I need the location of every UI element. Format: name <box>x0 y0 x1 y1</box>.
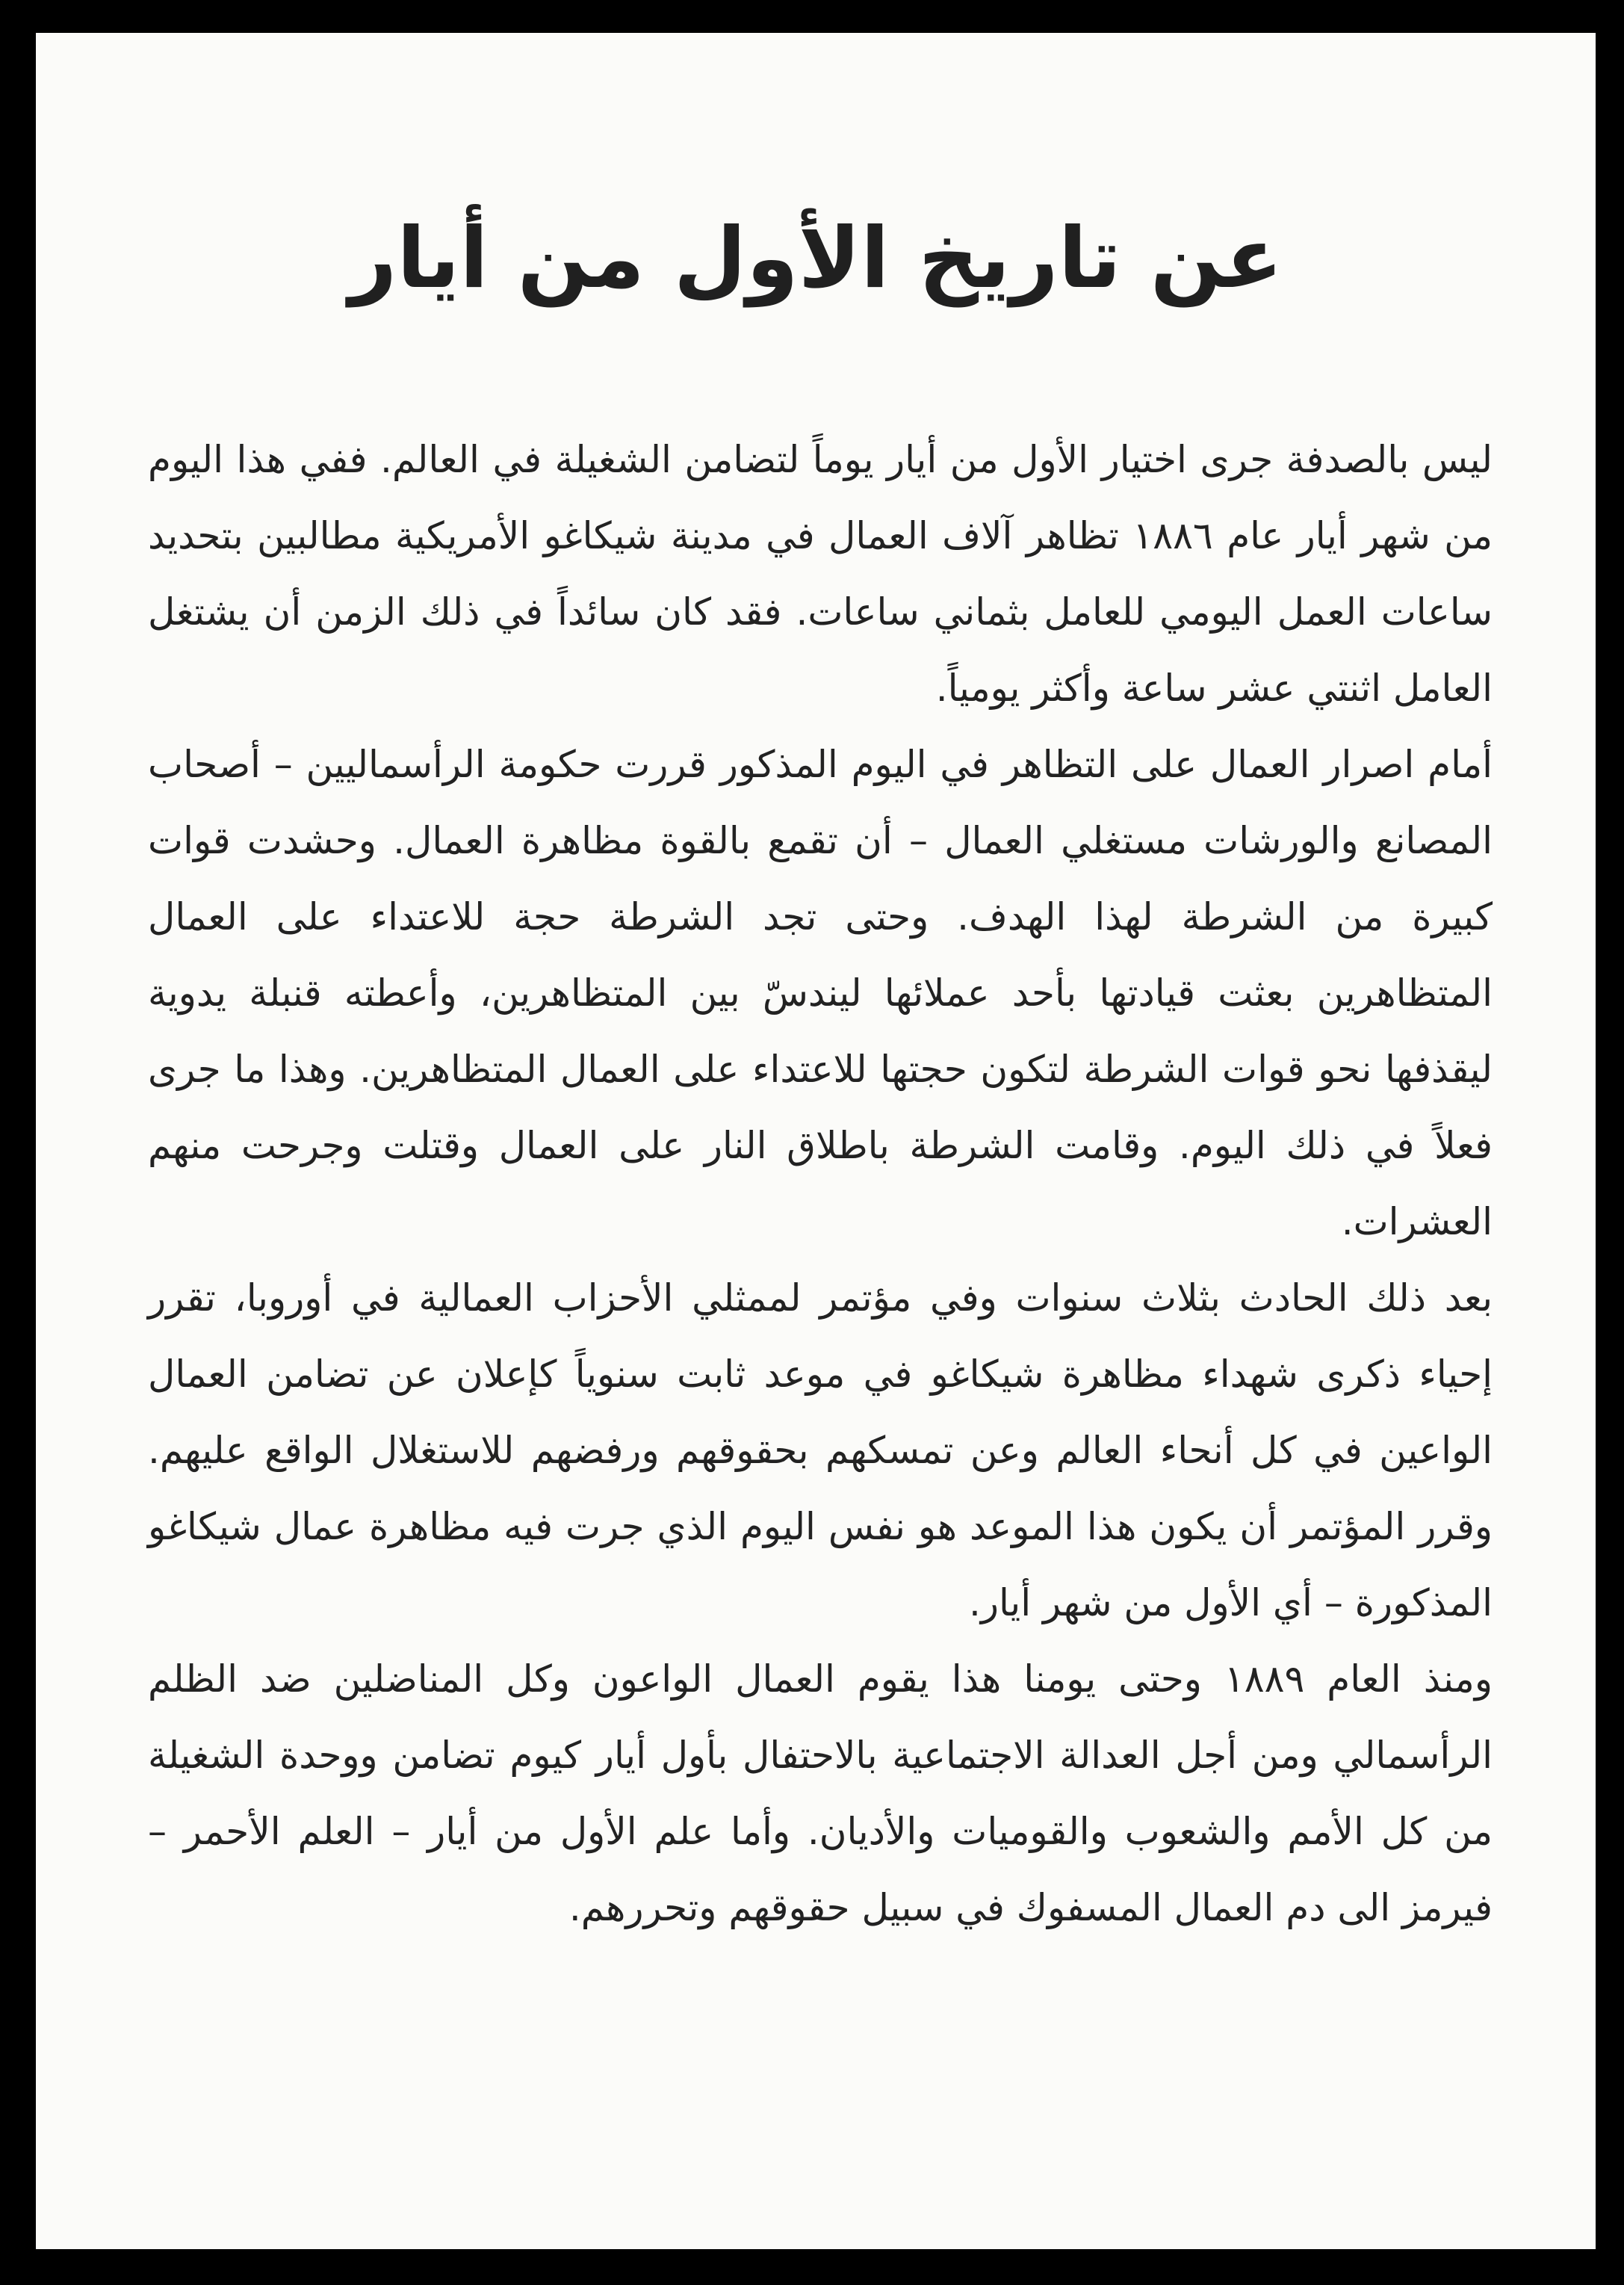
paragraph-4: ومنذ العام ١٨٨٩ وحتى يومنا هذا يقوم العمال الواعون وكل المناضلين ضد الظلم الرأسمالي ومن أجل العدالة الاجتماعية بالاحتفال بأول أيار كيوم تضامن ووحدة الشغيلة من كل الأمم والشعوب والقوميات والأديان. وأما علم الأول من أيار – العلم الأحمر – فيرمز الى دم العمال المسفوك في سبيل حقوقهم وتحررهم. <box>148 1657 1493 1929</box>
document-body <box>148 421 1493 1946</box>
document-page <box>36 33 1596 2249</box>
paragraph-3: بعد ذلك الحادث بثلاث سنوات وفي مؤتمر لممثلي الأحزاب العمالية في أوروبا، تقرر إحياء ذكرى شهداء مظاهرة شيكاغو في موعد ثابت سنوياً كإعلان عن تضامن العمال الواعين في كل أنحاء العالم وعن تمسكهم بحقوقهم ورفضهم للاستغلال الواقع عليهم. وقرر المؤتمر أن يكون هذا الموعد هو نفس اليوم الذي جرت فيه مظاهرة عمال شيكاغو المذكورة – أي الأول من شهر أيار. <box>148 1276 1493 1624</box>
document-title: عن تاريخ الأول من أيار <box>348 210 1283 307</box>
paragraph-1: ليس بالصدفة جرى اختيار الأول من أيار يوماً لتضامن الشغيلة في العالم. ففي هذا اليوم من شهر أيار عام ١٨٨٦ تظاهر آلاف العمال في مدينة شيكاغو الأمريكية مطالبين بتحديد ساعات العمل اليومي للعامل بثماني ساعات. فقد كان سائداً في ذلك الزمن أن يشتغل العامل اثنتي عشر ساعة وأكثر يومياً. <box>148 438 1493 710</box>
paragraph-2: أمام اصرار العمال على التظاهر في اليوم المذكور قررت حكومة الرأسماليين – أصحاب المصانع والورشات مستغلي العمال – أن تقمع بالقوة مظاهرة العمال. وحشدت قوات كبيرة من الشرطة لهذا الهدف. وحتى تجد الشرطة حجة للاعتداء على العمال المتظاهرين بعثت قيادتها بأحد عملائها ليندسّ بين المتظاهرين، وأعطته قنبلة يدوية ليقذفها نحو قوات الشرطة لتكون حجتها للاعتداء على العمال المتظاهرين. وهذا ما جرى فعلاً في ذلك اليوم. وقامت الشرطة باطلاق النار على العمال وقتلت وجرحت منهم العشرات. <box>148 743 1493 1243</box>
